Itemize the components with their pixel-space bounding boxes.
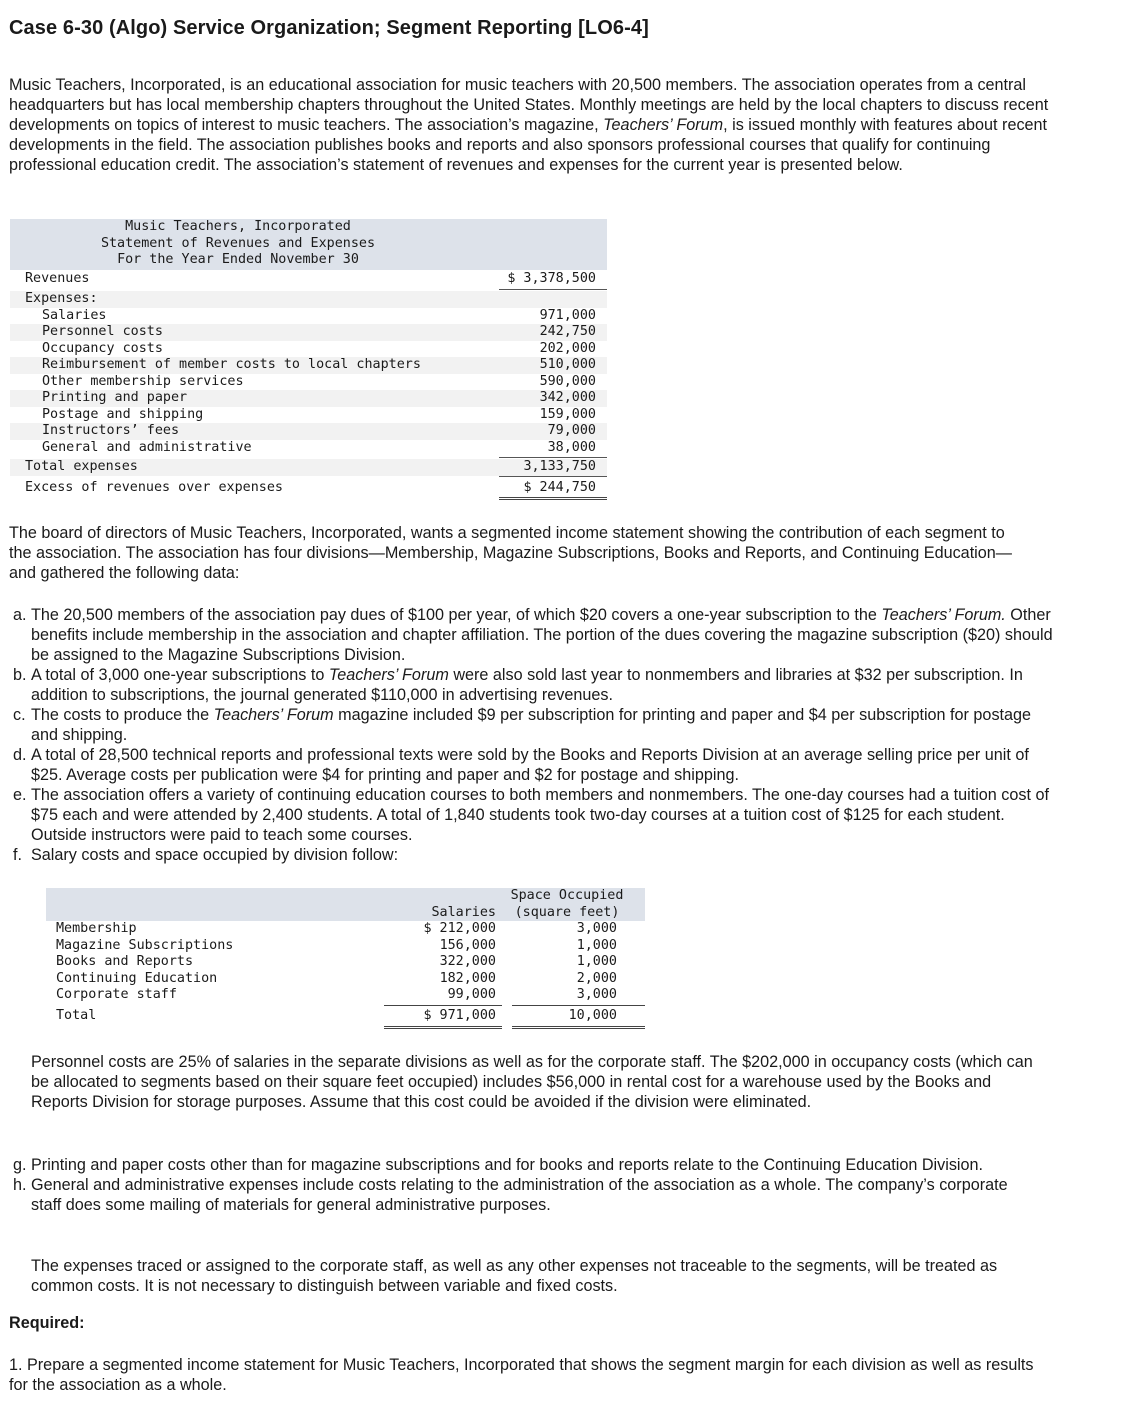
space-underline [512, 1005, 645, 1006]
list-item: a. The 20,500 members of the association pay dues of $100 per year, of which $20 covers a one-year subscription to the Teachers’ Forum. Other benefits include membership in the association and chapter affiliation. The portion of the dues covering the magazine subscription ($20) should be assigned to the Magazine Subscriptions Division. [13, 606, 1053, 664]
expense-row: Other membership services 590,000 [42, 373, 596, 389]
salaries-double-underline [384, 1026, 502, 1029]
salaries-underline [384, 1005, 502, 1006]
table-row: Magazine Subscriptions 156,000 1,000 [56, 937, 617, 953]
data-list [9, 605, 1059, 865]
expenses-label-row: Expenses: [10, 291, 607, 308]
list-item: c. The costs to produce the Teachers’ Forum magazine included $9 per subscription for printing and paper and $4 per subscription for postage and shipping. [13, 706, 1032, 744]
expense-row: Occupancy costs 202,000 [42, 340, 596, 356]
personnel-paragraph: Personnel costs are 25% of salaries in the separate divisions as well as for the corporate staff. The $202,000 in occupancy costs (which can be allocated to segments based on their square feet occupied) includes $56,000 in rental cost for a warehouse used by the Books and Reports Division for storage purposes. Assume that this cost could be avoided if the division were eliminated. [31, 1053, 1033, 1111]
statement-company: Music Teachers, Incorporated [125, 219, 351, 234]
excess-row: Excess of revenues over expenses $ 244,750 [25, 480, 596, 495]
list-item: d. A total of 28,500 technical reports and professional texts were sold by the Books and Reports Division at an average selling price per unit of $25. Average costs per publication were $4 for printing and paper and $2 for postage and shipping. [13, 746, 1029, 784]
list-item: f. Salary costs and space occupied by division follow: [13, 846, 399, 864]
expense-row: Salaries 971,000 [42, 307, 596, 323]
common-costs-paragraph: The expenses traced or assigned to the corporate staff, as well as any other expenses not traceable to the segments, will be treated as common costs. It is not necessary to distinguish between variable and fixed costs. [31, 1257, 998, 1295]
magazine-name: Teachers’ Forum [603, 116, 724, 134]
statement-name: Statement of Revenues and Expenses [100, 235, 376, 251]
list-item: b. A total of 3,000 one-year subscriptions to Teachers’ Forum were also sold last year to nonmembers and libraries at $32 per subscription. In addition to subscriptions, the journal generated $110,000 in advertising revenues. [13, 666, 1023, 704]
page-title: Case 6-30 (Algo) Service Organization; Segment Reporting [LO6-4] [9, 17, 649, 39]
expense-row: Instructors’ fees 79,000 [10, 423, 607, 440]
table-row: Membership $ 212,000 3,000 [56, 921, 617, 936]
data-list-continued [9, 1155, 1019, 1215]
total-expenses-row: Total expenses 3,133,750 [10, 459, 607, 476]
list-item: g. Printing and paper costs other than for magazine subscriptions and for books and reports relate to the Continuing Education Division. [13, 1156, 984, 1174]
table-row: Corporate staff 99,000 3,000 [56, 987, 617, 1002]
expense-row: Reimbursement of member costs to local chapters 510,000 [10, 357, 607, 374]
expense-row: Postage and shipping 159,000 [42, 406, 596, 422]
revenues-underline [499, 289, 607, 290]
total-underline [499, 476, 607, 477]
required-heading: Required: [9, 1314, 85, 1332]
list-item: h. General and administrative expenses include costs relating to the administration of the association as a whole. The company’s corporate staff does some mailing of materials for general administrative purposes. [13, 1176, 1008, 1214]
col-header-space: Space Occupied [510, 888, 624, 903]
list-item: e. The association offers a variety of continuing education courses to both members and nonmembers. The one-day courses had a tuition cost of $75 each and were attended by 2,400 students. A total of 1,840 students took two-day courses at a tuition cost of $125 for each student. Outside instructors were paid to teach some courses. [13, 786, 1049, 844]
board-paragraph: The board of directors of Music Teachers, Incorporated, wants a segmented income statement showing the contribution of each segment to the association. The association has four divisions—Membership, Magazine Subscriptions, Books and Reports, and Continuing Education—and gathered the following data: [9, 524, 1012, 582]
space-double-underline [512, 1026, 645, 1029]
table-row: Books and Reports 322,000 1,000 [56, 954, 617, 969]
excess-double-underline [499, 497, 607, 500]
total-row: Total $ 971,000 10,000 [56, 1008, 617, 1023]
table-row: Continuing Education 182,000 2,000 [56, 970, 617, 986]
requirement-1: 1. Prepare a segmented income statement for Music Teachers, Incorporated that shows the segment margin for each division as well as results for the association as a whole. [9, 1356, 1034, 1394]
expense-row: General and administrative 38,000 [42, 440, 596, 455]
intro-paragraph: Music Teachers, Incorporated, is an educational association for music teachers with 20,500 members. The association operates from a central headquarters but has local membership chapters throughout the United States. Monthly meetings are held by the local chapters to discuss recent developments on topics of interest to music teachers. The association’s magazine, Teachers’ Forum, is issued monthly with features about recent developments in the field. The association publishes books and reports and also sponsors professional courses that qualify for continuing professional education credit. The association’s statement of revenues and expenses for the current year is presented below. [9, 76, 1049, 174]
expenses-underline [499, 457, 607, 458]
col-header-space-unit: (square feet) [514, 904, 620, 920]
expense-row: Printing and paper 342,000 [10, 390, 607, 407]
col-header-salaries: Salaries [431, 904, 496, 920]
statement-period: For the Year Ended November 30 [117, 252, 359, 267]
revenues-row: Revenues $ 3,378,500 [25, 271, 596, 286]
expense-row: Personnel costs 242,750 [10, 324, 607, 341]
